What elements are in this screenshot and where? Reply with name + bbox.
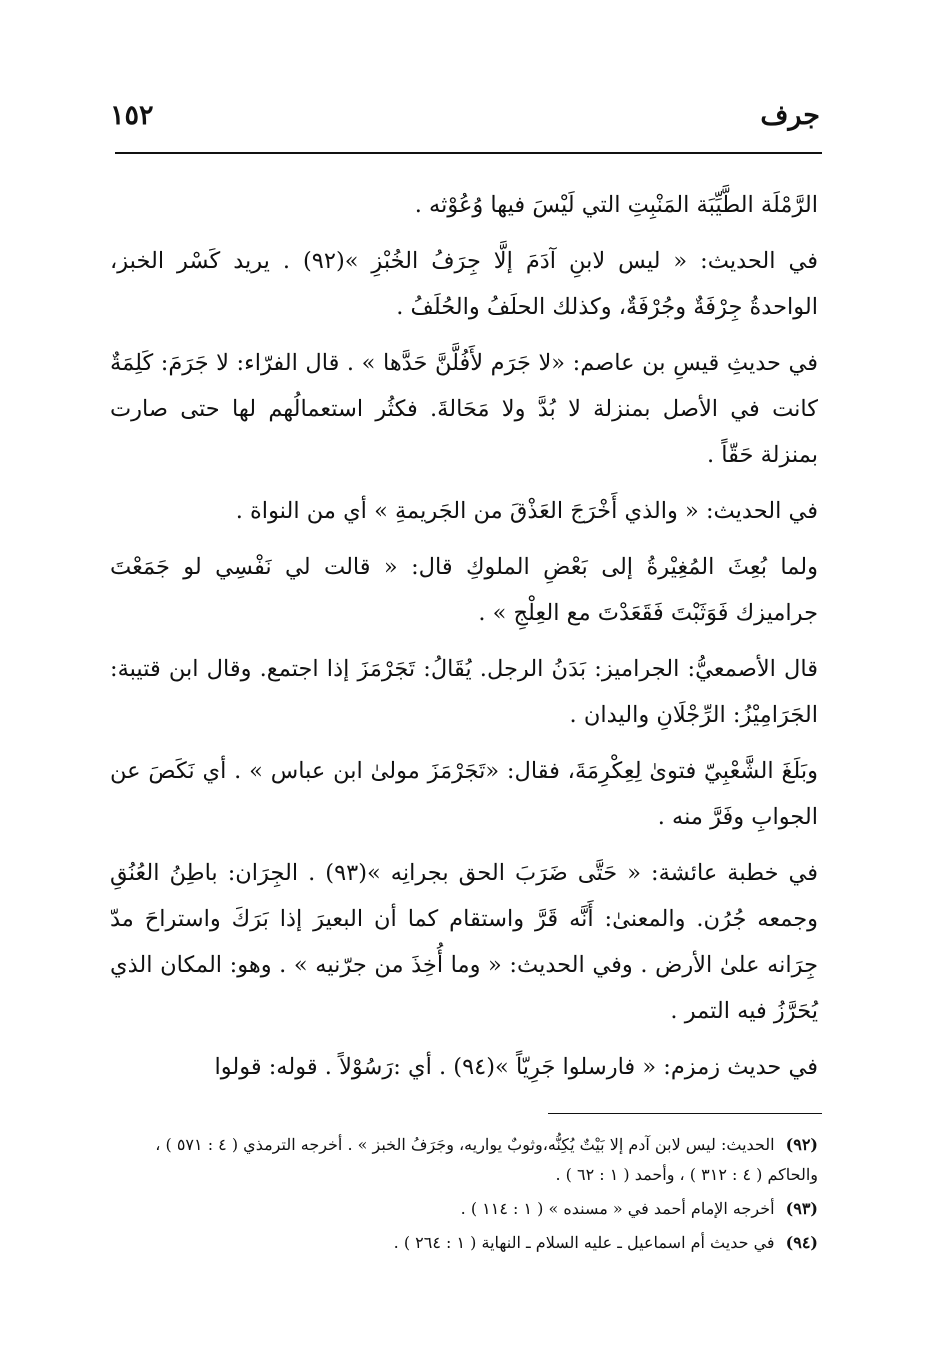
paragraph: قال الأصمعيُّ: الجراميز: بَدَنُ الرجل. يُقَالُ: تَجَرْمَزَ إذا اجتمع. وقال ابن قتيبة: الجَرَامِيْزُ: الرِّجْلَانِ واليدان .: [110, 656, 818, 728]
footnotes: [110, 1130, 818, 1262]
running-head: جرف: [760, 100, 820, 131]
page-header: [110, 92, 820, 152]
header-rule: [115, 152, 822, 154]
footnote: [110, 1228, 818, 1258]
paragraph: الرَّمْلَة الطَّيِّبَة المَنْبِتِ التي لَيْسَ فيها وُعُوْثه .: [414, 192, 818, 218]
footnote-text: في حديث أم اسماعيل ـ عليه السلام ـ النهاية ( ١ : ٢٦٤ ) .: [393, 1233, 775, 1252]
paragraph: في الحديث: « ليس لابنِ آدَمَ إلَّا جِرَفُ الخُبْزِ »(٩٢) . يريد كَسْر الخبز، الواحدةُ جِرْفَةٌ وجُرْفَةٌ، وكذلك الحلَفُ والحُلَفُ .: [110, 248, 818, 320]
footnote: [110, 1130, 818, 1190]
paragraph: في الحديث: « والذي أَخْرَجَ العَذْقَ من الجَريمةِ » أي من النواة .: [235, 498, 818, 524]
page-number: ١٥٢: [110, 100, 154, 131]
paragraph: في حديثِ قيسِ بن عاصم: «لا جَرَم لأَفُلَّنَّ حَدَّها » . قال الفرّاء: لا جَرَمَ: كَلِمَةٌ كانت في الأصل بمنزلة لا بُدَّ ولا مَحَالةَ. فكثُر استعمالُهم لها حتى صارت بمنزلة حَقّاً .: [110, 350, 818, 468]
footnote-text: أخرجه الإمام أحمد في « مسنده » ( ١ : ١١٤ ) .: [460, 1199, 775, 1218]
paragraph: ولما بُعِثَ المُغِيْرةُ إلى بَعْضِ الملوكِ قال: « قالت لي نَفْسِي لو جَمَعْتَ جراميزك فَوَثَبْتَ فَقَعَدْتَ مع العِلْجِ » .: [110, 554, 818, 626]
footnote-mark: (٩٢): [785, 1135, 818, 1154]
footnote: [110, 1194, 818, 1224]
paragraph: في خطبة عائشة: « حَتَّى ضَرَبَ الحق بجرانِه »(٩٣) . الجِرَان: باطِنُ العُنُقِ وجمعه جُرُن. والمعنىٰ: أَنَّه قَرَّ واستقام كما أن البعيرَ إذا بَرَكَ واستراحَ مدّ جِرَانه علىٰ الأرض . وفي الحديث: « وما أُخِذَ من جرّنيه » . وهو: المكان الذي يُحَرَّزُ فيه التمر .: [110, 860, 819, 1024]
body-text: [110, 182, 818, 1100]
footnote-mark: (٩٤): [785, 1233, 818, 1252]
footnote-rule: [548, 1113, 822, 1114]
paragraph: في حديث زمزم: « فارسلوا جَرِيّاً »(٩٤) . أي :رَسُوْلاً . قوله: قولوا: [214, 1054, 818, 1080]
footnote-mark: (٩٣): [785, 1199, 818, 1218]
footnote-text: الحديث: ليس لابن آدم إلا بَيْتٌ يُكِنُّه،وثوبٌ يواريه، وجَرَفُ الخبز » . أخرجه الترمذي ( ٤ : ٥٧١ ) ، والحاكم ( ٤ : ٣١٢ ) ، وأحمد ( ١ : ٦٢ ) .: [155, 1135, 818, 1184]
paragraph: وبَلَغَ الشَّعْبِيّ فتوىٰ لِعِكْرِمَةَ، فقال: «تَجَرْمَزَ مولىٰ ابن عباس » . أي نَكَصَ عن الجوابِ وفَرَّ منه .: [110, 758, 818, 830]
